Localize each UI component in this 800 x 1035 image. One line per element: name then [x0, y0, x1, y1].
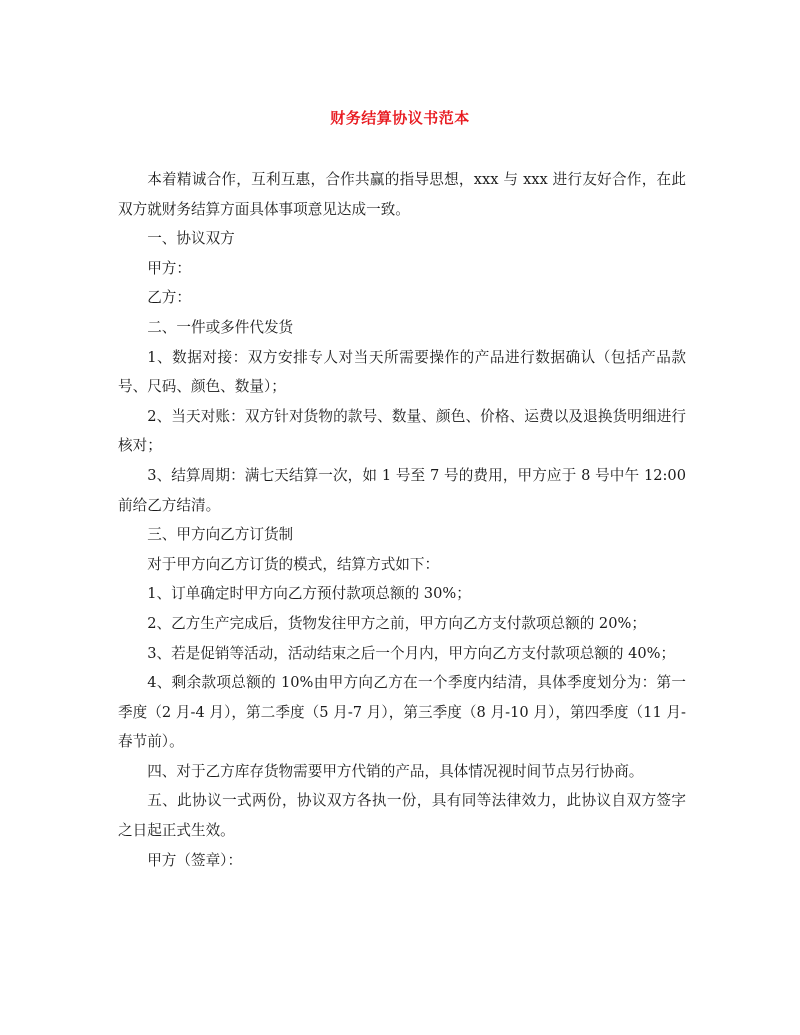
clause-remaining-payment: 4、剩余款项总额的 10%由甲方向乙方在一个季度内结清，具体季度划分为：第一季度（2 月-4 月），第二季度（5 月-7 月），第三季度（8 月-10 月），第四季度（11 月-春节前）。	[118, 674, 686, 751]
clause-production-payment: 2、乙方生产完成后，货物发往甲方之前，甲方向乙方支付款项总额的 20%；	[147, 614, 646, 632]
clause-daily-reconciliation: 2、当天对账：双方针对货物的款号、数量、颜色、价格、运费以及退换货明细进行核对；	[118, 407, 686, 455]
section-heading-ordering: 三、甲方向乙方订货制	[147, 526, 294, 544]
clause-data-sync: 1、数据对接：双方安排专人对当天所需要操作的产品进行数据确认（包括产品款号、尺码、颜色、数量）；	[118, 348, 686, 396]
section-heading-consignment: 四、对于乙方库存货物需要甲方代销的产品，具体情况视时间节点另行协商。	[147, 762, 644, 780]
clause-settlement-cycle: 3、结算周期：满七天结算一次，如 1 号至 7 号的费用，甲方应于 8 号中午 12:00 前给乙方结清。	[118, 466, 687, 514]
clause-prepayment: 1、订单确定时甲方向乙方预付款项总额的 30%；	[147, 585, 471, 603]
ordering-intro: 对于甲方向乙方订货的模式，结算方式如下：	[147, 555, 440, 573]
section-heading-dropship: 二、一件或多件代发货	[147, 318, 294, 336]
document-title: 财务结算协议书范本	[330, 109, 470, 127]
intro-paragraph: 本着精诚合作，互利互惠，合作共赢的指导思想，xxx 与 xxx 进行友好合作，在此双方就财务结算方面具体事项意见达成一致。	[118, 171, 686, 218]
signature-line-party-a: 甲方（签章）：	[147, 851, 243, 869]
section-heading-effectiveness: 五、此协议一式两份，协议双方各执一份，具有同等法律效力，此协议自双方签字之日起正式生效。	[118, 792, 686, 840]
section-heading-parties: 一、协议双方	[147, 230, 235, 248]
clause-promotion-payment: 3、若是促销等活动，活动结束之后一个月内，甲方向乙方支付款项总额的 40%；	[147, 644, 676, 662]
party-b-line: 乙方：	[147, 289, 191, 307]
party-a-line: 甲方：	[147, 259, 191, 277]
document-body	[118, 165, 686, 875]
